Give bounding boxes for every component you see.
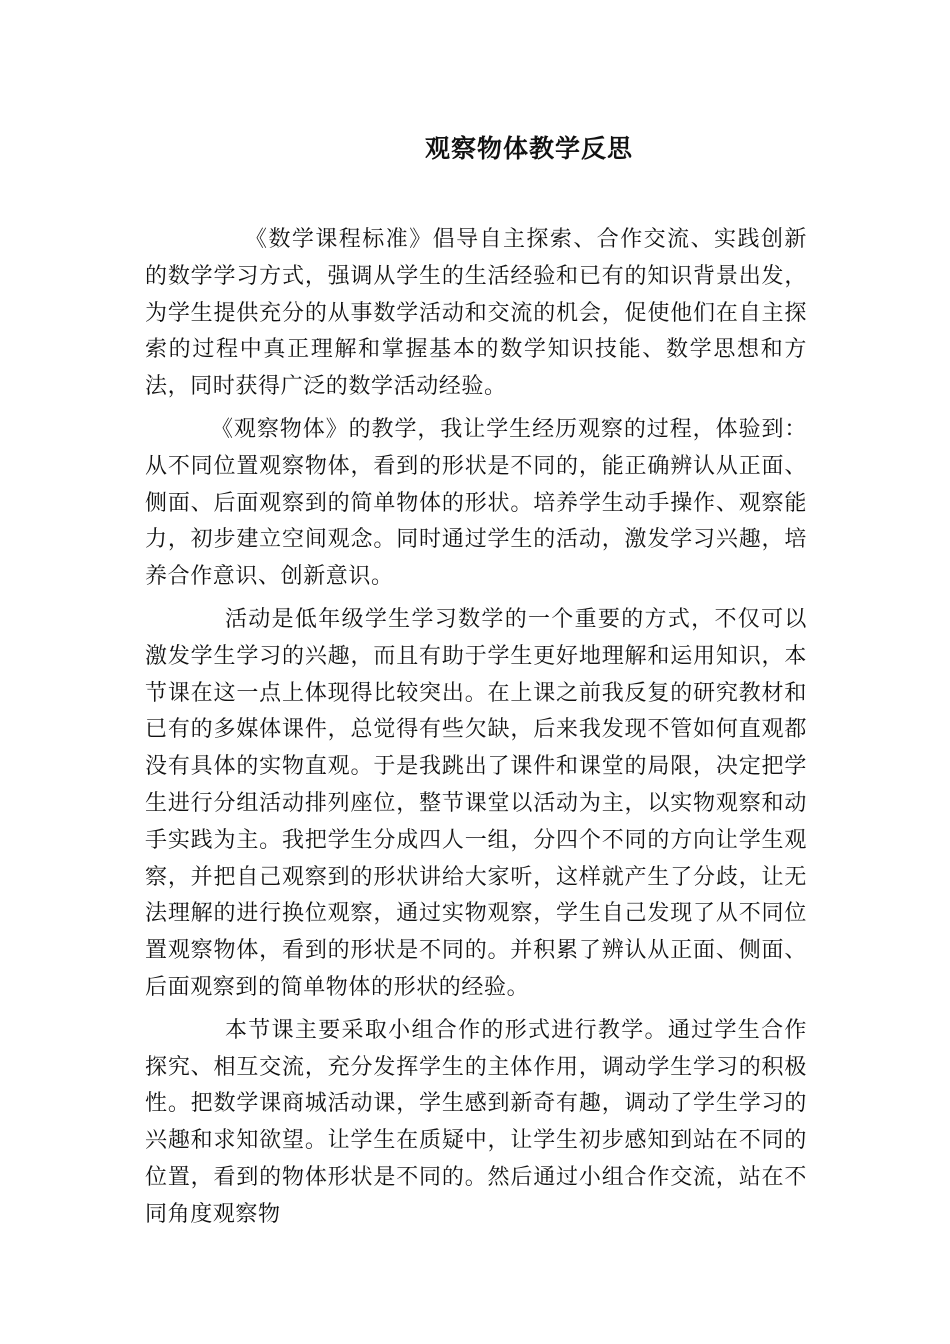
paragraph-3: 活动是低年级学生学习数学的一个重要的方式，不仅可以激发学生学习的兴趣，而且有助于学生更好地理解和运用知识，本节课在这一点上体现得比较突出。在上课之前我反复的研究教材和已有的多媒体课件，总觉得有些欠缺，后来我发现不管如何直观都没有具体的实物直观。于是我跳出了课件和课堂的局限，决定把学生进行分组活动排列座位，整节课堂以活动为主，以实物观察和动手实践为主。我把学生分成四人一组，分四个不同的方向让学生观察，并把自己观察到的形状讲给大家听，这样就产生了分歧，让无法理解的进行换位观察，通过实物观察，学生自己发现了从不同位置观察物体，看到的形状是不同的。并积累了辨认从正面、侧面、后面观察到的简单物体的形状的经验。	[145, 606, 807, 1000]
paragraph-1: 《数学课程标准》倡导自主探索、合作交流、实践创新的数学学习方式，强调从学生的生活经验和已有的知识背景出发，为学生提供充分的从事数学活动和交流的机会，促使他们在自主探索的过程中真正理解和掌握基本的数学知识技能、数学思想和方法，同时获得广泛的数学活动经验。	[145, 227, 807, 400]
paragraph-4: 本节课主要采取小组合作的形式进行教学。通过学生合作探究、相互交流，充分发挥学生的主体作用，调动学生学习的积极性。把数学课商城活动课，学生感到新奇有趣，调动了学生学习的兴趣和求知欲望。让学生在质疑中，让学生初步感知到站在不同的位置，看到的物体形状是不同的。然后通过小组合作交流，站在不同角度观察物	[145, 1017, 807, 1227]
document-title: 观察物体教学反思	[424, 134, 633, 163]
document-body	[145, 222, 807, 1240]
paragraph-2: 《观察物体》的教学，我让学生经历观察的过程，体验到：从不同位置观察物体，看到的形状是不同的，能正确辨认从正面、侧面、后面观察到的简单物体的形状。培养学生动手操作、观察能力，初步建立空间观念。同时通过学生的活动，激发学习兴趣，培养合作意识、创新意识。	[145, 416, 807, 590]
